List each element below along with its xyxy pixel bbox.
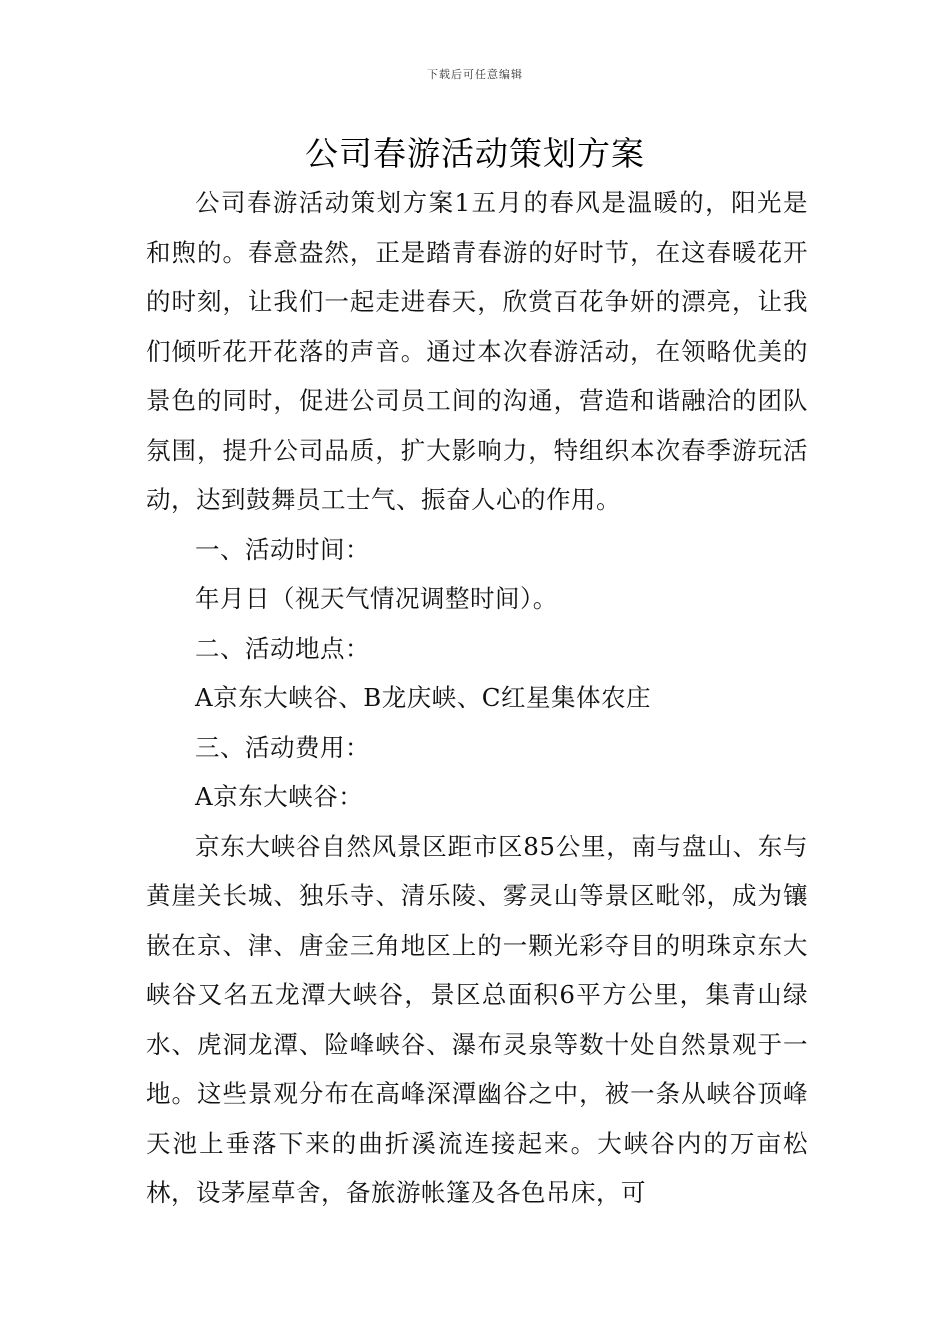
document-title: 公司春游活动策划方案 (305, 134, 645, 173)
canyon-paragraph: 京东大峡谷自然风景区距市区85公里，南与盘山、东与黄崖关长城、独乐寺、清乐陵、雾灵山等景区毗邻，成为镶嵌在京、津、唐金三角地区上的一颗光彩夺目的明珠京东大峡谷又名五龙潭大峡谷，景区总面积6平方公里，集青山绿水、虎洞龙潭、险峰峡谷、瀑布灵泉等数十处自然景观于一地。这些景观分布在高峰深潭幽谷之中，被一条从峡谷顶峰天池上垂落下来的曲折溪流连接起来。大峡谷内的万亩松林，设茅屋草舍，备旅游帐篷及各色吊床，可 (146, 831, 808, 1207)
section-body-time: 年月日（视天气情况调整时间）。 (195, 584, 558, 613)
intro-paragraph: 公司春游活动策划方案1五月的春风是温暖的，阳光是和煦的。春意盎然，正是踏青春游的好时节，在这春暖花开的时刻，让我们一起走进春天，欣赏百花争妍的漂亮，让我们倾听花开花落的声音。通过本次春游活动，在领略优美的景色的同时，促进公司员工间的沟通，营造和谐融洽的团队氛围，提升公司品质，扩大影响力，特组织本次春季游玩活动，达到鼓舞员工士气、振奋人心的作用。 (146, 188, 808, 514)
section-heading-location: 二、活动地点： (195, 633, 370, 663)
section-body-location: A京东大峡谷、B龙庆峡、C红星集体农庄 (195, 683, 651, 712)
subsection-heading-canyon: A京东大峡谷： (195, 782, 364, 811)
document-body (146, 178, 808, 1218)
header-note: 下载后可任意编辑 (427, 68, 523, 81)
section-heading-time: 一、活动时间： (195, 534, 370, 564)
section-heading-cost: 三、活动费用： (195, 732, 370, 762)
